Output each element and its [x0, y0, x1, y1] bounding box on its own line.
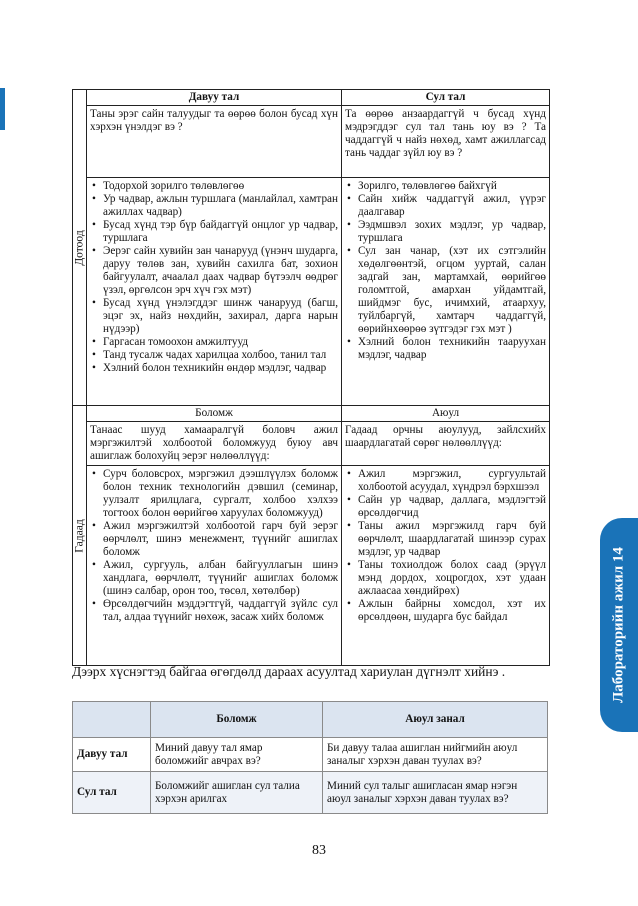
external-label: Гадаад [73, 518, 85, 553]
list-item: • Сурч боловсрох, мэргэжил дээшлүүлэх боломж болон техник технологийн дэвшил (семинар, уулзалт ярилцлага, сургалт, холбоо хэлхээ тогтоох болон өөрийгөө харуулах боломжууд) [103, 468, 338, 520]
list-item: • Ээдмшвэл зохих мэдлэг, ур чадвар, туршлага [358, 219, 546, 245]
col-opportunity-header: Боломж [151, 702, 323, 738]
list-item: • Ур чадвар, ажлын туршлага (манлайлал, хамтран ажиллах чадвар) [103, 193, 338, 219]
opportunities-header: Боломж [87, 406, 342, 422]
list-item: • Гаргасан томоохон амжилтууд [103, 336, 338, 349]
strengths-question: Таны эрэг сайн талуудыг та өөрөө болон бусад хүн хэрхэн үнэлдэг вэ ? [87, 106, 342, 178]
row-label: Сул тал [73, 772, 151, 814]
external-cell [73, 406, 87, 666]
question-table [72, 701, 548, 814]
list-item: • Ажлын байрны хомсдол, хэт их өрсөлдөөн, шударга бус байдал [358, 598, 546, 624]
weaknesses-header: Сул тал [342, 90, 550, 106]
opportunities-list-cell [87, 466, 342, 666]
list-item: • Ажил мэргэжил, сургуультай холбоотой асуудал, хүндрэл бэрхшээл [358, 468, 546, 494]
page-number: 83 [312, 843, 326, 858]
chapter-side-tab-label: Лабораторийн ажил 14 [610, 547, 627, 703]
threats-header: Аюул [342, 406, 550, 422]
list-item: • Бусад хүнд тэр бүр байдаггүй онцлог ур чадвар, туршлага [103, 219, 338, 245]
threat-cell: Миний сул талыг ашигласан ямар нэгэн аюул заналыг хэрхэн даван туулах вэ? [323, 772, 548, 814]
weaknesses-list-cell [342, 178, 550, 406]
threats-question: Гадаад орчны аюулууд, зайлсхийх шаардлагатай сөрөг нөлөөллүүд: [342, 422, 550, 466]
list-item: • Сайн ур чадвар, даллага, мэдлэгтэй өрсөлдөгчид [358, 494, 546, 520]
opportunities-list [90, 468, 338, 624]
threat-cell: Би давуу талаа ашиглан нийгмийн аюул заналыг хэрхэн даван туулах вэ? [323, 738, 548, 772]
opportunities-question: Танаас шууд хамааралгүй боловч ажил мэргэжилтэй холбоотой боломжууд буюу авч ашиглаж болохуйц эерэг нөлөөллүүд: [87, 422, 342, 466]
conclusion-paragraph: Дээрх хүснэгтэд байгаа өгөгдөлд дараах асуултад хариулан дүгнэлт хийнэ . [72, 664, 506, 679]
list-item: • Эерэг сайн хувийн зан чанарууд (үнэнч шударга, даруу төлөв зан, хувийн сахилга бат, зохион байгуулалт, ачаалал даах чадвар бүтээлч өөдрөг үзэл, өргөлсон эрч хүч гэх мэт) [103, 245, 338, 297]
swot-table [72, 89, 550, 666]
corner-cell [73, 702, 151, 738]
list-item: • Хэлний болон техникийн өндөр мэдлэг, чадвар [103, 362, 338, 375]
col-threat-header: Аюул занал [323, 702, 548, 738]
list-item: • Тодорхой зорилго төлөвлөгөө [103, 180, 338, 193]
list-item: • Ажил, сургууль, албан байгууллагын шинэ хандлага, өөрчлөлт, түүнийг ашиглах боломж (шинэ салбар, орон тоо, төсөл, хөтөлбөр) [103, 559, 338, 598]
list-item: • Сайн хийж чаддаггүй ажил, үүрэг даалгавар [358, 193, 546, 219]
table-row [73, 772, 548, 814]
strengths-list-cell [87, 178, 342, 406]
list-item: • Зорилго, төлөвлөгөө байхгүй [358, 180, 546, 193]
list-item: • Хэлний болон техникийн тааруухан мэдлэг, чадвар [358, 336, 546, 362]
list-item: • Сул зан чанар, (хэт их сэтгэлийн хөдөлгөөнтэй, огцом ууртай, салан задгай зан, мартамхай, өөрийгөө голомтгой, амархан уйдамтгай, шийдмэг бус, ичимхий, атаархуу, туйлбаргүй, хамтарч чаддаггүй, өөрийнхөөрөө зүтгэдэг гэх мэт ) [358, 245, 546, 336]
strengths-header: Давуу тал [87, 90, 342, 106]
chapter-side-tab [600, 518, 638, 732]
weaknesses-question: Та өөрөө анзаардаггүй ч бусад хүнд мэдрэгддэг сул тал тань юу вэ ? Та чаддаггүй ч найз нөхөд, хамт ажиллагсад тань чаддаг зүйл юу вэ ? [342, 106, 550, 178]
list-item: • Өрсөлдөгчийн мэддэгтгүй, чаддаггүй зүйлс сул тал, алдаа түүнийг нөхөж, засаж хийх боломж [103, 598, 338, 624]
strengths-list [90, 180, 338, 375]
weaknesses-list [345, 180, 546, 362]
list-item: • Ажил мэргэжилтэй холбоотой гарч буй эерэг өөрчлөлт, шинэ менежмент, түүнийг ашиглах боломж [103, 520, 338, 559]
table-row [73, 738, 548, 772]
threats-list [345, 468, 546, 624]
list-item: • Танд тусалж чадах харилцаа холбоо, танил тал [103, 349, 338, 362]
margin-accent-bar [0, 88, 5, 130]
list-item: • Таны тохиолдож болох саад (эрүүл мэнд дордох, хоцрогдох, хэт удаан ажлаасаа хөндийрөх) [358, 559, 546, 598]
internal-cell [73, 90, 87, 406]
list-item: • Бусад хүнд үнэлэгддэг шинж чанарууд (багш, эцэг эх, найз нөхдийн, захирал, дарга нарын нүдээр) [103, 297, 338, 336]
list-item: • Таны ажил мэргэжилд гарч буй өөрчлөлт, шаардлагатай шинээр сурах мэдлэг, ур чадвар [358, 520, 546, 559]
opportunity-cell: Боломжийг ашиглан сул талиа хэрхэн арилгах [151, 772, 323, 814]
row-label: Давуу тал [73, 738, 151, 772]
threats-list-cell [342, 466, 550, 666]
opportunity-cell: Миний давуу тал ямар боломжийг авчрах вэ? [151, 738, 323, 772]
internal-label: Дотоод [73, 229, 85, 266]
